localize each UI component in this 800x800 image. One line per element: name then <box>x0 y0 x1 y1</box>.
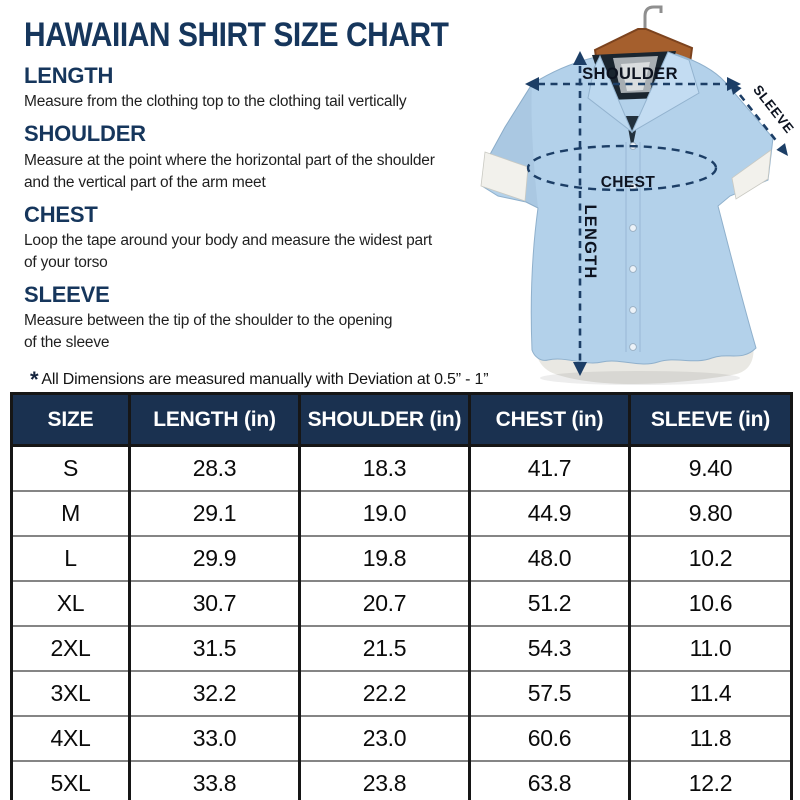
size-table-head <box>12 394 792 446</box>
page-title: HAWAIIAN SHIRT SIZE CHART <box>24 16 449 54</box>
measurement-cell: 51.2 <box>470 581 630 626</box>
hanger-hook-icon <box>645 7 661 30</box>
size-cell: XL <box>12 581 130 626</box>
measurement-cell: 32.2 <box>130 671 300 716</box>
definition-term: LENGTH <box>24 63 114 89</box>
deviation-note <box>30 367 524 393</box>
size-cell: 5XL <box>12 761 130 800</box>
measurement-cell: 41.7 <box>470 446 630 492</box>
measurement-cell: 10.6 <box>630 581 792 626</box>
length-label: LENGTH <box>581 204 599 280</box>
measurement-cell: 29.9 <box>130 536 300 581</box>
intro-section <box>24 16 524 393</box>
table-row <box>12 581 792 626</box>
size-cell: L <box>12 536 130 581</box>
column-header: SIZE <box>12 394 130 446</box>
definition-description-line: of the sleeve <box>24 334 110 352</box>
measurement-cell: 11.8 <box>630 716 792 761</box>
measurement-cell: 9.40 <box>630 446 792 492</box>
column-header: LENGTH (in) <box>130 394 300 446</box>
measurement-cell: 21.5 <box>300 626 470 671</box>
shirt-measurement-diagram <box>480 0 800 392</box>
measurement-cell: 12.2 <box>630 761 792 800</box>
measurement-cell: 22.2 <box>300 671 470 716</box>
definition-description-line: Loop the tape around your body and measure the widest part <box>24 231 433 249</box>
measurement-cell: 10.2 <box>630 536 792 581</box>
definition-description-line: of your torso <box>24 253 108 271</box>
column-header: SLEEVE (in) <box>630 394 792 446</box>
definition-description-line: and the vertical part of the arm meet <box>24 173 266 191</box>
measurement-cell: 23.0 <box>300 716 470 761</box>
measurement-cell: 20.7 <box>300 581 470 626</box>
measurement-cell: 23.8 <box>300 761 470 800</box>
table-row <box>12 671 792 716</box>
measurement-cell: 19.0 <box>300 491 470 536</box>
measurement-cell: 30.7 <box>130 581 300 626</box>
column-header: CHEST (in) <box>470 394 630 446</box>
asterisk-marker: * <box>30 367 39 393</box>
shirt-shadow <box>540 371 740 385</box>
measurement-cell: 60.6 <box>470 716 630 761</box>
measurement-cell: 18.3 <box>300 446 470 492</box>
measurement-cell: 54.3 <box>470 626 630 671</box>
size-cell: S <box>62 455 79 481</box>
measurement-cell: 63.8 <box>470 761 630 800</box>
definition-term: CHEST <box>24 201 98 227</box>
measurement-cell: 9.80 <box>630 491 792 536</box>
definition-term: SHOULDER <box>24 121 146 147</box>
definition-description-line: Measure from the clothing top to the clothing tail vertically <box>24 93 407 111</box>
measurement-cell: 19.8 <box>300 536 470 581</box>
measurement-cell: 48.0 <box>470 536 630 581</box>
table-row <box>12 536 792 581</box>
measurement-cell: 29.1 <box>130 491 300 536</box>
measurement-cell: 28.3 <box>130 446 300 492</box>
measurement-cell: 44.9 <box>470 491 630 536</box>
definition-term: SLEEVE <box>24 281 110 307</box>
definition-description-line: Measure at the point where the horizontal part of the shoulder <box>24 151 435 169</box>
table-row <box>12 491 792 536</box>
measurement-cell: 33.8 <box>130 761 300 800</box>
table-row <box>12 446 792 492</box>
measurement-definitions <box>24 63 524 354</box>
shirt-graphic <box>480 0 800 392</box>
table-row <box>12 626 792 671</box>
definition-description-line: Measure between the tip of the shoulder to the opening <box>24 312 393 330</box>
table-row <box>12 761 792 800</box>
chest-label: CHEST <box>600 174 656 191</box>
size-cell: M <box>12 491 130 536</box>
measurement-cell: 33.0 <box>130 716 300 761</box>
table-header-row <box>12 394 792 446</box>
size-cell: 2XL <box>12 626 130 671</box>
size-table-body <box>12 446 792 800</box>
size-table <box>10 392 793 800</box>
sleeve-label: SLEEVE <box>750 82 797 137</box>
table-row <box>12 716 792 761</box>
size-cell: 3XL <box>12 671 130 716</box>
column-header: SHOULDER (in) <box>300 394 470 446</box>
measurement-cell: 11.0 <box>630 626 792 671</box>
measurement-cell: 11.4 <box>630 671 792 716</box>
measurement-cell: 31.5 <box>130 626 300 671</box>
size-cell: 4XL <box>12 716 130 761</box>
shoulder-label: SHOULDER <box>582 65 678 83</box>
deviation-note-text: All Dimensions are measured manually with Deviation at 0.5” - 1” <box>41 371 489 389</box>
measurement-cell: 57.5 <box>470 671 630 716</box>
